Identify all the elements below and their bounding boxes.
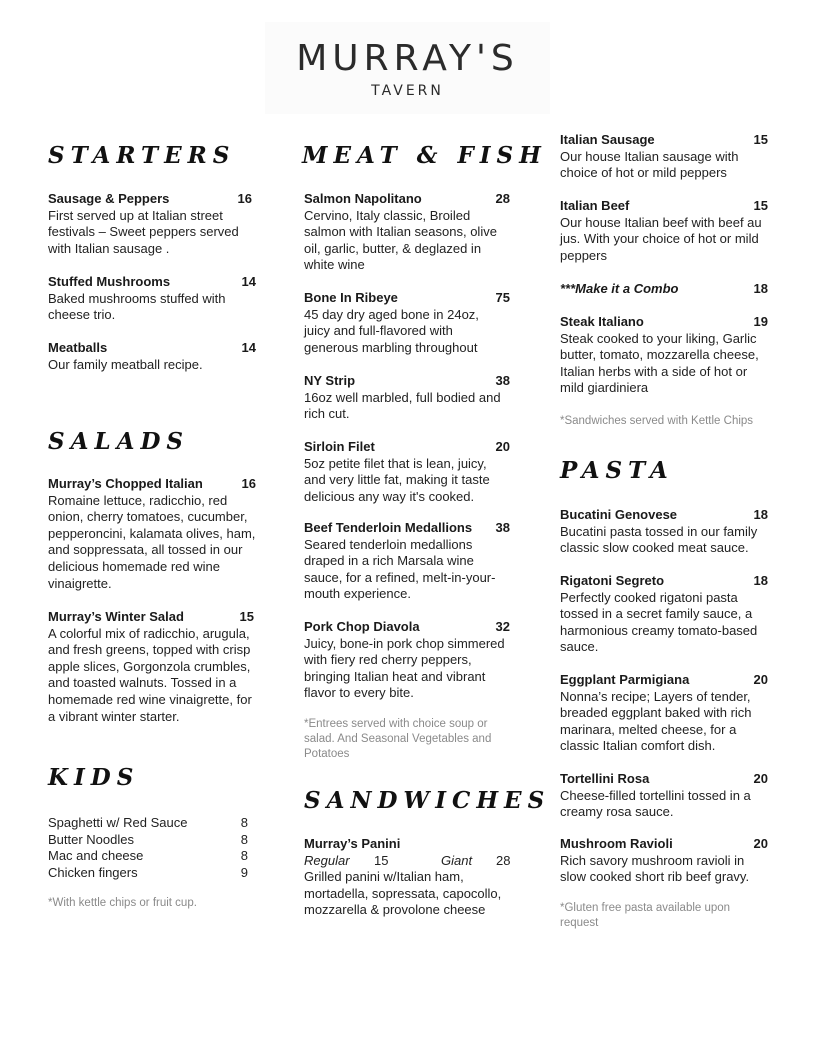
item-name: NY Strip — [304, 373, 356, 388]
item-description: Rich savory mushroom ravioli in slow cooked short rib beef gravy. — [560, 852, 750, 885]
item-name: ***Make it a Combo — [560, 281, 679, 296]
item-description: Juicy, bone-in pork chop simmered with fiery red cherry peppers, bringing Italian heat and vibrant flavor to every bite. — [304, 635, 505, 701]
item-description: Nonna’s recipe; Layers of tender, breaded eggplant baked with rich marinara, melted cheese, for a classic Italian comfort dish. — [560, 688, 752, 754]
item-price: 38 — [495, 373, 510, 388]
menu-item — [560, 507, 768, 557]
item-description: Bucatini pasta tossed in our family classic slow cooked meat sauce. — [560, 523, 758, 556]
item-name: Salmon Napolitano — [304, 191, 422, 206]
item-description: Romaine lettuce, radicchio, red onion, cherry tomatoes, cucumber, pepperoncini, kalamata olives, ham, and soppressata, all tossed in our delicious homemade red wine vinaigrette. — [48, 492, 256, 591]
item-name: Mac and cheese — [48, 848, 144, 864]
item-description: Perfectly cooked rigatoni pasta tossed in a secret family sauce, a harmonious creamy tomato-based sauce. — [560, 589, 758, 655]
item-description: 16oz well marbled, full bodied and rich cut. — [304, 389, 501, 422]
menu-item — [560, 573, 768, 656]
size-giant-label: Giant — [441, 852, 473, 868]
item-price: 75 — [495, 290, 510, 305]
size-regular-label: Regular — [304, 852, 350, 868]
list-item — [48, 832, 248, 849]
menu-item — [560, 771, 768, 821]
restaurant-logo — [265, 22, 550, 114]
menu-item-panini — [304, 836, 512, 919]
menu-item — [48, 274, 256, 324]
menu-item — [560, 198, 768, 264]
item-description: Baked mushrooms stuffed with cheese trio. — [48, 290, 226, 323]
menu-item — [304, 439, 510, 505]
item-description: Our house Italian beef with beef au jus. With your choice of hot or mild peppers — [560, 214, 762, 263]
section-heading-pasta: PASTA — [560, 457, 674, 484]
kids-note: *With kettle chips or fruit cup. — [48, 897, 197, 909]
item-name: Butter Noodles — [48, 831, 134, 847]
section-heading-salads: SALADS — [48, 428, 190, 455]
menu-item — [560, 132, 768, 182]
item-price: 28 — [495, 191, 510, 206]
item-name: Murray’s Chopped Italian — [48, 476, 203, 491]
menu-item — [48, 191, 252, 257]
item-price: 20 — [753, 836, 768, 851]
item-description: Grilled panini w/Italian ham, mortadella, sopressata, capocollo, mozzarella & provolone cheese — [304, 869, 502, 918]
item-name: Pork Chop Diavola — [304, 619, 420, 634]
item-name: Stuffed Mushrooms — [48, 274, 171, 289]
item-price: 15 — [239, 609, 254, 624]
item-price: 18 — [753, 281, 768, 296]
item-price: 15 — [753, 198, 768, 213]
item-price: 20 — [753, 771, 768, 786]
item-price: 8 — [240, 848, 248, 864]
item-price: 15 — [753, 132, 768, 147]
item-price: 18 — [753, 507, 768, 522]
logo-brand: MURRAY'S — [296, 38, 519, 79]
list-item — [48, 848, 248, 865]
section-heading-sandwiches: SANDWICHES — [304, 787, 551, 814]
item-name: Sirloin Filet — [304, 439, 375, 454]
item-name: Sausage & Peppers — [48, 191, 170, 206]
menu-item — [304, 290, 510, 356]
item-name: Steak Italiano — [560, 314, 644, 329]
item-price: 19 — [753, 314, 768, 329]
item-description: Cheese-filled tortellini tossed in a creamy rosa sauce. — [560, 787, 751, 820]
menu-item — [304, 619, 510, 702]
menu-item-combo — [560, 281, 768, 298]
item-price: 38 — [495, 520, 510, 535]
item-price: 20 — [753, 672, 768, 687]
item-price: 18 — [753, 573, 768, 588]
item-description: 45 day dry aged bone in 24oz, juicy and full-flavored with generous marbling throughout — [304, 306, 479, 355]
list-item — [48, 865, 248, 882]
item-name: Tortellini Rosa — [560, 771, 650, 786]
item-name: Murray’s Winter Salad — [48, 609, 184, 624]
menu-item — [48, 609, 260, 725]
item-name: Eggplant Parmigiana — [560, 672, 690, 687]
item-price: 16 — [241, 476, 256, 491]
item-description: Cervino, Italy classic, Broiled salmon with Italian seasons, olive oil, garlic, butter, & deglazed in white wine — [304, 207, 497, 273]
item-price: 16 — [237, 191, 252, 206]
item-description: Seared tenderloin medallions draped in a rich Marsala wine sauce, for a refined, melt-in-your-mouth experience. — [304, 536, 496, 602]
menu-item — [560, 672, 768, 755]
size-regular-price: 15 — [374, 852, 389, 868]
sandwiches-note: *Sandwiches served with Kettle Chips — [560, 415, 754, 427]
panini-sizes — [304, 853, 512, 870]
item-name: Mushroom Ravioli — [560, 836, 673, 851]
item-name: Beef Tenderloin Medallions — [304, 520, 473, 535]
item-description: 5oz petite filet that is lean, juicy, and very little fat, making it taste delicious any way it's cooked. — [304, 455, 490, 504]
menu-item — [304, 520, 510, 603]
item-name: Bone In Ribeye — [304, 290, 398, 305]
menu-item — [304, 191, 510, 274]
item-description: Our family meatball recipe. — [48, 356, 203, 372]
item-name: Murray’s Panini — [304, 836, 401, 851]
item-description: First served up at Italian street festivals – Sweet peppers served with Italian sausage . — [48, 207, 239, 256]
item-name: Spaghetti w/ Red Sauce — [48, 815, 188, 830]
item-price: 9 — [240, 864, 248, 880]
menu-item — [304, 373, 510, 423]
item-price: 8 — [240, 815, 248, 830]
section-heading-kids: KIDS — [48, 764, 140, 791]
item-price: 8 — [240, 831, 248, 847]
item-name: Bucatini Genovese — [560, 507, 678, 522]
menu-item — [560, 314, 768, 397]
list-item — [48, 815, 248, 832]
item-description: Steak cooked to your liking, Garlic butter, tomato, mozzarella cheese, Italian herbs with a side of hot or mild giardiniera — [560, 330, 759, 396]
menu-item — [560, 836, 768, 886]
entrees-note: *Entrees served with choice soup or salad. And Seasonal Vegetables and Potatoes — [304, 718, 492, 760]
section-heading-meat-fish: MEAT & FISH — [302, 142, 547, 169]
item-name: Meatballs — [48, 340, 108, 355]
size-giant-price: 28 — [496, 852, 511, 868]
item-price: 14 — [241, 340, 256, 355]
item-name: Chicken fingers — [48, 864, 138, 880]
item-name: Italian Beef — [560, 198, 630, 213]
logo-subtitle: TAVERN — [371, 83, 444, 99]
item-description: Our house Italian sausage with choice of hot or mild peppers — [560, 148, 739, 181]
menu-item — [48, 340, 256, 373]
item-price: 20 — [495, 439, 510, 454]
item-price: 32 — [495, 619, 510, 634]
kids-list — [48, 815, 248, 881]
item-price: 14 — [241, 274, 256, 289]
menu-item — [48, 476, 256, 592]
section-heading-starters: STARTERS — [48, 142, 236, 169]
item-name: Italian Sausage — [560, 132, 655, 147]
pasta-note: *Gluten free pasta available upon request — [560, 902, 731, 929]
item-name: Rigatoni Segreto — [560, 573, 665, 588]
item-description: A colorful mix of radicchio, arugula, and fresh greens, topped with crisp apple slices, Gorgonzola crumbles, and toasted walnuts. Tossed in a homemade red wine vinaigrette, for a vibrant winter starter. — [48, 625, 252, 724]
